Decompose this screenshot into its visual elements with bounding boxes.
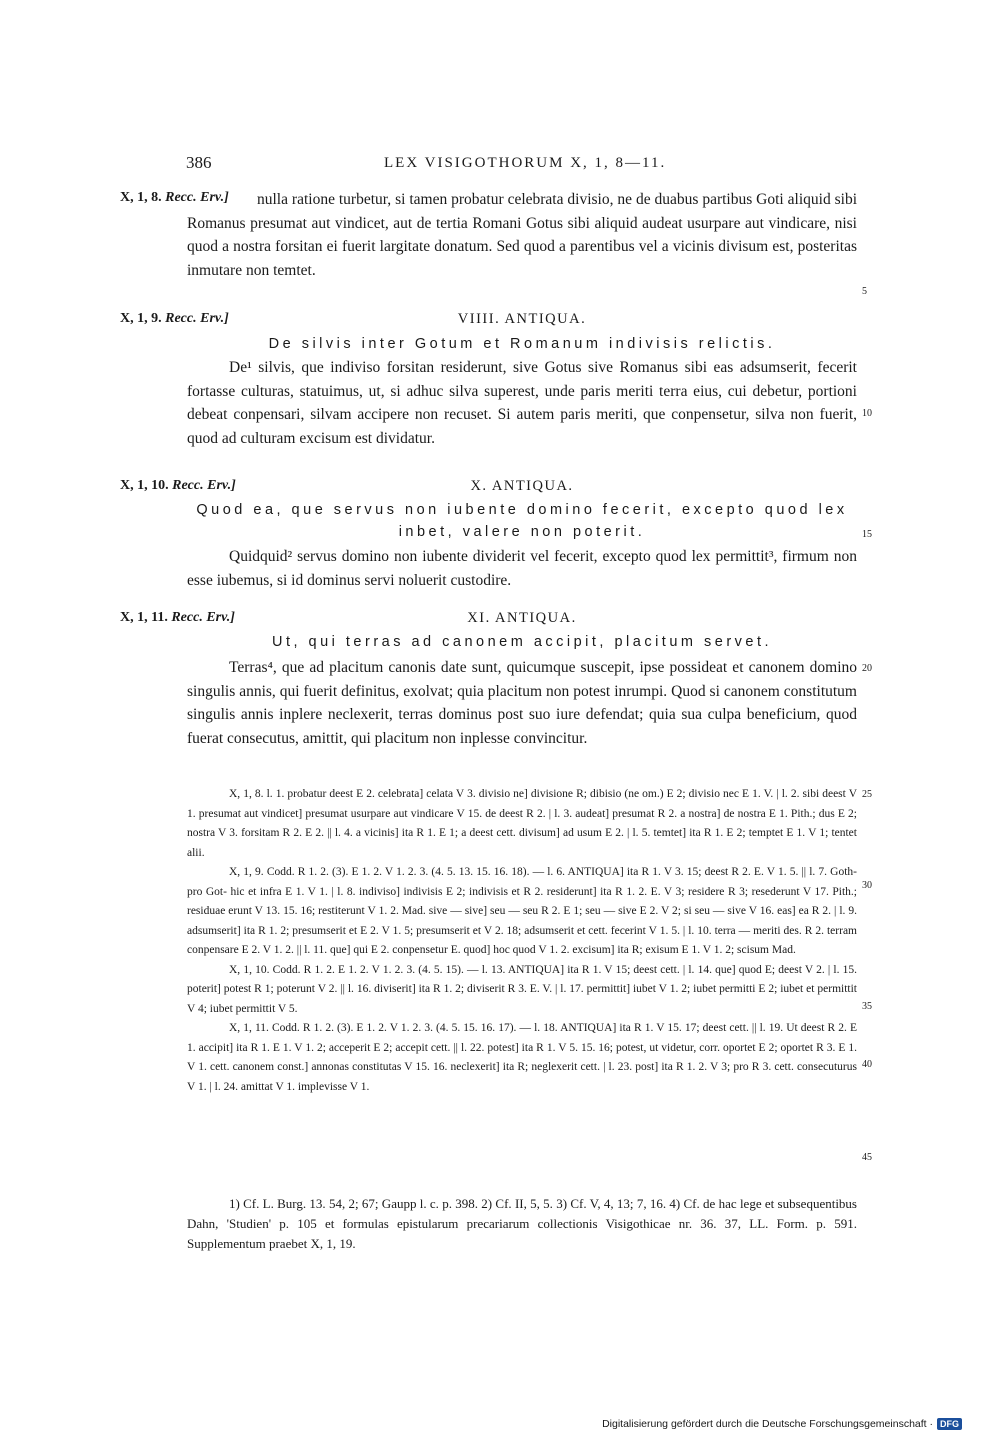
digitization-footer [602, 1418, 962, 1430]
apparatus-entry: X, 1, 10. Codd. R 1. 2. E 1. 2. V 1. 2. 3. (4. 5. 15). — l. 13. ANTIQUA] ita R 1. V 15; deest cett. | l. 14. que] quod E; deest V 2. | l. 15. poterit] potest R 1; poterunt V 2. || l. 16. diviserit] ita R 1. 2; diviserit R 3. E. V. | l. 17. permittit] iubet V 1. 2; iubet permitti E 2; iubet et permittit V 4; iubet permittit V 5. [187, 963, 857, 1015]
ref-number: X, 1, 9. [120, 311, 162, 326]
dfg-logo-icon: DFG [937, 1418, 962, 1430]
line-number: 45 [862, 1152, 872, 1163]
section-text: De¹ silvis, que indiviso forsitan residerunt, sive Gotus sive Romanus sibi eas adsumserit, fecerit fortasse culturas, statuimus, ut, si adhuc silva superest, unde paris meriti terra eius, cui debetur, portioni debeat conpensari, silvam accipere non recuset. Si autem paris meriti, que conpensetur, silva non fuerit, quod ad culturam excisum est dividatur. [187, 359, 857, 447]
ref-tag: Recc. Erv.] [165, 190, 229, 205]
law-heading: XI. ANTIQUA. [467, 610, 577, 626]
law-subheading: Ut, qui terras ad canonem accipit, placitum servet. [271, 634, 773, 650]
line-number: 25 [862, 789, 872, 800]
critical-apparatus [187, 785, 857, 1097]
footnote-text: 1) Cf. L. Burg. 13. 54, 2; 67; Gaupp l. c. p. 398. 2) Cf. II, 5, 5. 3) Cf. V, 4, 13; 7, 16. 4) Cf. de hac lege et subsequentibus Dahn, 'Studien' p. 105 et formulas epistularum precariarum collectionis Visigothicae nr. 36. 37, LL. Form. p. 591. Supplementum praebet X, 1, 19. [187, 1196, 857, 1251]
apparatus-entry: X, 1, 8. l. 1. probatur deest E 2. celebrata] celata V 3. divisio ne] divisione R; dibisio (ne om.) E 2; divisio nec E 1. V. | l. 2. sibi deest V 1. presumat aut vindicet] presumat usurpare aut vindicare V 15. de deest R 2. | l. 3. audeat] presumat R 2. a nostra] de nostra E 1. Pith.; dus E 2; nostra V 3. forsitam R 2. E 2. || l. 4. a vicinis] ita R 1. E 1; a deest cett. divisum] ad usum E 2. | l. 5. temtet] ita R 1. E 2; temptet E 1. V 1; tentet alii. [187, 788, 857, 859]
section-text: nulla ratione turbetur, si tamen probatur celebrata divisio, ne de duabus partibus Goti aliquid sibi Romanus presumat aut vindicet, aut de tertia Romani Gotus sibi aliquid audeat usurpare aut vindicare, nisi quod a nostra forsitan ei fuerit largitate donatum. Sed quod a parentibus vel a vicinis divisum est, posteritas inmutare non temtet. [187, 191, 857, 279]
line-number: 20 [862, 663, 872, 674]
apparatus-entry: X, 1, 9. Codd. R 1. 2. (3). E 1. 2. V 1. 2. 3. (4. 5. 13. 15. 16. 18). — l. 6. ANTIQUA] ita R 1. V 3. 15; deest R 2. E. V 1. 5. || l. 7. Goth- pro Got- hic et infra E 1. V 1. | l. 8. indiviso] indivisis E 2; indivisis et R 2. residerunt] ita R 1. 2. E. V 3; residere R 3; resederunt V 17. Pith.; residuae erunt V 13. 15. 16; restiterunt V 1. 2. Mad. sive — sive] seu — seu R 2. E 1; seu — sive E 2. V 2; si seu — sive V 16. eas] ea R 2. | l. 9. adsumserit] ita R 1. 2; presumserit et E 2. V 1. 5; presumserit et V 2. 18; adsumserit et cett. fecerint V 1. 5. | l. 10. terra — meriti des. R 2. terram conpensare E 2. V 1. 2. || l. 11. que] qui E 2. conpensetur E. quod] hoc quod V 1. 2. excisum] ita R; exisum E 1. V 1. 2; scisum Mad. [187, 866, 857, 956]
section-text: Terras⁴, que ad placitum canonis date sunt, quicumque suscepit, ipse possideat et canonem domino singulis annis, qui fuerit definitus, exolvat; quia placitum non potest inrumpi. Quod si canonem constitutum singulis annis inplere neclexerit, terras dominus post suo iure defendat; quia sua culpa beneficium, quod fuerat consecutus, amittit, qui placitum non inplesse convincitur. [187, 659, 857, 747]
line-number: 35 [862, 1001, 872, 1012]
ref-number: X, 1, 8. [120, 190, 162, 205]
page-number: 386 [186, 153, 212, 172]
line-number: 10 [862, 408, 872, 419]
ref-number: X, 1, 10. [120, 478, 169, 493]
law-heading: VIIII. ANTIQUA. [457, 311, 587, 327]
line-number: 30 [862, 880, 872, 891]
law-subheading: De silvis inter Gotum et Romanum indivisis relictis. [268, 336, 776, 352]
section-text: Quidquid² servus domino non iubente dividerit vel fecerit, excepto quod lex permittit³, firmum non esse iubemus, si id dominus servi noluerit custodire. [187, 548, 857, 589]
footnotes [187, 1194, 857, 1254]
apparatus-entry: X, 1, 11. Codd. R 1. 2. (3). E 1. 2. V 1. 2. 3. (4. 5. 15. 16. 17). — l. 18. ANTIQUA] ita R 1. V 15. 17; deest cett. || l. 19. Ut deest R 2. E 1. accipit] ita R 1. E 1. V 1. 2; acceperit E 2; accepit cett. || l. 22. potest] ita R 1. V 5. 15. 16; potest, ut videtur, corr. oportet E 2; oportet R 3. E 1. V 1. cett. canonem const.] annonas constitutas V 15. 16. neclexerit] ita R; neglexerit cett. | l. 23. post] ita R 1. 2. V 3; pro R 3. cett. consecuturus V 1. | l. 24. amittat V 1. implevisse V 1. [187, 1022, 857, 1093]
line-number: 40 [862, 1059, 872, 1070]
footer-text: Digitalisierung gefördert durch die Deutsche Forschungsgemeinschaft · [602, 1418, 933, 1430]
ref-number: X, 1, 11. [120, 610, 168, 625]
running-title: LEX VISIGOTHORUM X, 1, 8—11. [384, 155, 667, 171]
ref-tag: Recc. Erv.] [172, 478, 236, 493]
ref-tag: Recc. Erv.] [171, 610, 235, 625]
law-heading: X. ANTIQUA. [470, 478, 574, 494]
ref-tag: Recc. Erv.] [165, 311, 229, 326]
law-subheading: Quod ea, que servus non iubente domino fecerit, excepto quod lex inbet, valere non poterit. [196, 502, 848, 540]
line-number: 5 [862, 286, 867, 297]
line-number: 15 [862, 529, 872, 540]
